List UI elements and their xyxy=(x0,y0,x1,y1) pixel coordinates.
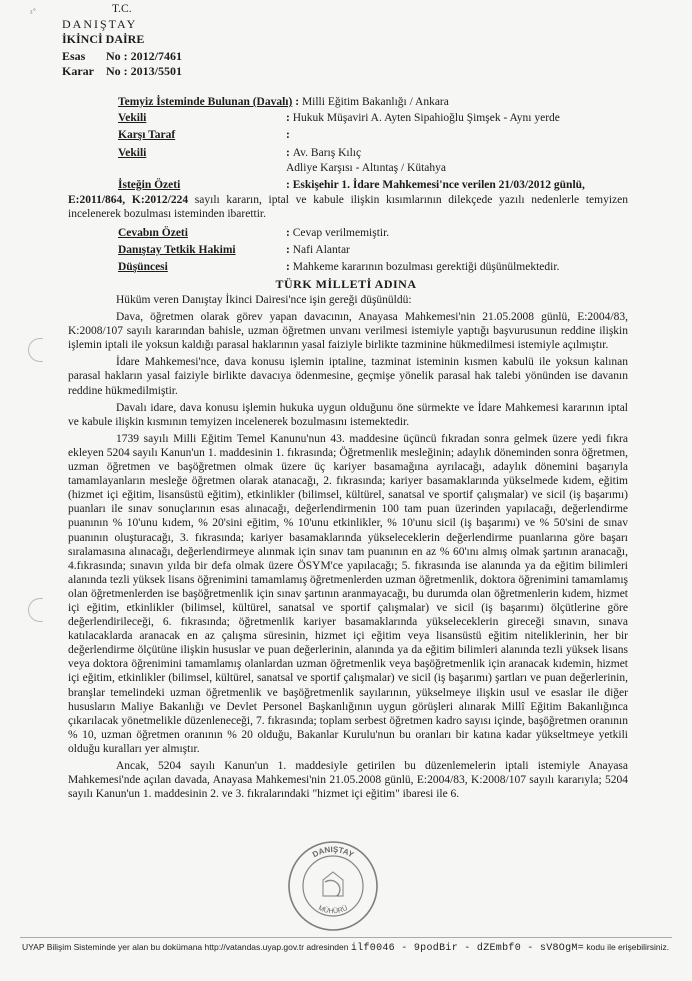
party-tetkik: Danıştay Tetkik Hakimi : Nafi Alantar xyxy=(118,244,350,256)
party-cevap: Cevabın Özeti : Cevap verilmemiştir. xyxy=(118,227,390,239)
temyiz-value: Milli Eğitim Bakanlığı / Ankara xyxy=(301,96,449,108)
karar-label: Karar xyxy=(62,64,94,78)
punch-hole xyxy=(28,598,43,622)
cevap-label: Cevabın Özeti xyxy=(118,227,188,239)
paragraph: 1739 sayılı Milli Eğitim Temel Kanunu'nun 43. maddesine üçüncü fıkradan sonra gelmek üzere yedi fıkra ekleyen 5204 sayılı Kanun'un 1. maddesinin 1. fıkrasında; Öğretmenlik mesleğinin; adaylık döneminden sonra öğretmen, uzman öğretmen ve başöğretmen olmak üzere üç kariyer basamağına ayrılacağı, adaylık dönemini başarıyla tamamlayanların mesleğe öğretmen olarak atanacağı, 2. fıkrasında; kariyer basamaklarında yükselmede kıdem, eğitim (hizmet içi eğitim, lisansüstü eğitim), etkinlikler (bilimsel, kültürel, sanatsal ve sportif çalışmalar) ve sicil (iş başarımı) puanları ile sınav sonuçlarının esas alınacağı, değerlendirmenin 100 tam puan üzerinden yapılacağı, değerlendirme puanının % 10'unu kıdem, % 20'sini eğitim, % 10'unu etkinlikler, % 10'unu sicil (iş başarımı) ve % 50'sini de sınav puanının oluşturacağı, 3. fıkrasında; kariyer basamaklarında yükseleceklerin değerlendirme puanlarına göre başarı sıralamasına alınacağı, değerlendirmeye alınmak için sınav tam puanının en az % 60'ını almış olmak şartının aranacağı, 4.fıkrasında; sınavın yılda bir defa olmak üzere ÖSYM'ce yapılacağı; 5. fıkrasında ise alanında ya da eğitim bilimleri alanında tezli yüksek lisans öğrenimini tamamlamış öğretmenlerden uzman öğretmenlik, doktora öğrenimini tamamlamış olan öğretmenlerden ise başöğretmenlik için sınav şartının aranmayacağı, bu durumda olan öğretmenlerin kıdem, hizmet içi eğitim, etkinlikler (bilimsel, kültürel, sanatsal ve sportif çalışmalar) ve sicil (iş başarımı) ölçütlerine göre değerlendirileceği, 6. fıkrasında; öğretmenlik kariyer basamaklarında yükseleceklerin gireceği sınavın, sınava katılacaklarda aranacak en az çalışma süresinin, hizmet içi eğitim veya lisansüstü eğitim niteliklerinin, her bir değerlendirme ölçütüne ilişkin hususlar ve puan değerlerinin, alanında ya da eğitim bilimleri alanında tezli yüksek lisans veya doktora öğrenimini tamamlamış olanlardan uzman öğretmenlik veya başöğretmenlik için aranacak kıdemin, hizmet içi eğitim, etkinlikler (bilimsel, kültürel, sanatsal ve sportif çalışmalar) ve sicil (iş başarımı) şartları ve puan değerlerinin, branşlar temelindeki uzman öğretmenlik ve başöğretmenlik sayılarının, yükselmeye ilişkin usul ve esaslar ile diğer hususların Maliye Bakanlığı ve Devlet Personel Başkanlığının uygun görüşleri alınarak Millî Eğitim Bakanlığınca çıkarılacak yönetmelikle düzenleneceği, 7. fıkrasında; toplam serbest öğretmen kadro sayısı içinde, başöğretmen oranının % 10, uzman öğretmen oranının % 20 olduğu, Bakanlar Kurulu'nun bu oranları bir katına kadar yükseltmeye yetkili olduğu kuralları yer almıştır. xyxy=(68,432,628,755)
footer-code: ilf0046 - 9podBir - dZEmbf0 - sV8OgM= xyxy=(350,943,585,954)
document-body xyxy=(68,293,628,801)
party-temyiz: Temyiz İsteminde Bulunan (Davalı) : Milli Eğitim Bakanlığı / Ankara xyxy=(118,96,449,108)
ozet-label: İsteğin Özeti xyxy=(118,179,181,191)
paragraph: Dava, öğretmen olarak görev yapan davacının, Anayasa Mahkemesi'nin 21.05.2008 günlü, E:2004/83, K:2008/107 sayılı kararından bahisle, uzman öğretmen unvanı verilmesi istemiyle yaptığı başvurusunun reddine ilişkin işlemin iptali ile yoksun kaldığı parasal haklarının yasal faiziyle birlikte tazminine hükmedilmesi istemiyle açılmıştır. xyxy=(68,311,628,352)
footer xyxy=(22,942,672,954)
header-tc: T.C. xyxy=(112,3,132,15)
tetkik-value: Nafi Alantar xyxy=(292,244,350,256)
temyiz-label: Temyiz İsteminde Bulunan (Davalı) xyxy=(118,96,293,108)
cevap-value: Cevap verilmemiştir. xyxy=(292,227,390,239)
paragraph: Davalı idare, dava konusu işlemin hukuka uygun olduğunu öne sürmekte ve İdare Mahkemesi kararının iptal ve kabule ilişkin kısmının temyizen incelenerek bozulmasını istemektedir. xyxy=(68,401,628,428)
header-esas xyxy=(62,49,182,63)
header-karar xyxy=(62,64,182,78)
party-vekili-2: Vekili : Av. Barış Kılıç xyxy=(118,147,362,159)
vekili2-label: Vekili xyxy=(118,147,147,159)
party-ozet: İsteğin Özeti : Eskişehir 1. İdare Mahkemesi'nce verilen 21/03/2012 günlü, xyxy=(118,179,585,191)
scan-mark: ᶻ˚ xyxy=(30,8,37,19)
karar-value: No : 2013/5501 xyxy=(106,64,182,78)
footer-suffix: kodu ile erişebilirsiniz. xyxy=(586,942,670,952)
party-dusunce: Düşüncesi : Mahkeme kararının bozulması gerektiği düşünülmektedir. xyxy=(118,261,560,273)
svg-text:DANIŞTAY xyxy=(311,845,356,860)
party-karsi-taraf: Karşı Taraf : xyxy=(118,129,290,141)
ozet-bold: E:2011/864, K:2012/224 xyxy=(68,194,189,206)
punch-hole xyxy=(28,338,43,362)
header-daire: İKİNCİ DAİRE xyxy=(62,32,145,46)
footer-divider xyxy=(20,937,672,938)
ozet-continuation xyxy=(68,193,628,221)
seal-bottom-text: MÜHÜRÜ xyxy=(317,904,349,916)
dusunce-value: Mahkeme kararının bozulması gerektiği düşünülmektedir. xyxy=(292,261,560,273)
footer-text: UYAP Bilişim Sisteminde yer alan bu dokümana http://vatandas.uyap.gov.tr adresinden xyxy=(22,942,349,952)
ozet-rest: sayılı kararın, iptal ve kabule ilişkin kısımlarının dilekçede yazılı nedenlerle temyizen incelenerek bozulması isteminden ibarettir. xyxy=(68,194,628,220)
paragraph: Ancak, 5204 sayılı Kanun'un 1. maddesiyle getirilen bu düzenlemelerin iptali istemiyle Anayasa Mahkemesi'nde açılan davada, Anayasa Mahkemesi'nin 21.05.2008 günlü, E:2004/83, K:2008/107 sayılı kararıyla; 5204 sayılı Kanun'un 1. maddesinin 2. ve 3. fıkralarındaki "hizmet içi eğitim" ibaresi ile 6. xyxy=(68,760,628,801)
vekili2-address: Adliye Karşısı - Altıntaş / Kütahya xyxy=(286,162,447,174)
esas-value: No : 2012/7461 xyxy=(106,49,182,63)
ozet-value: Eskişehir 1. İdare Mahkemesi'nce verilen 21/03/2012 günlü, xyxy=(292,179,585,191)
esas-label: Esas xyxy=(62,49,86,63)
seal-top-text: DANIŞTAY xyxy=(310,844,356,860)
karsi-label: Karşı Taraf xyxy=(118,129,176,141)
vekili2-value: Av. Barış Kılıç xyxy=(292,147,362,159)
party-vekili-1: Vekili : Hukuk Müşaviri A. Ayten Sipahioğlu Şimşek - Aynı yerde xyxy=(118,112,560,124)
tetkik-label: Danıştay Tetkik Hakimi xyxy=(118,244,236,256)
header-org: DANIŞTAY xyxy=(62,17,138,31)
official-seal xyxy=(285,838,381,934)
paragraph: Hüküm veren Danıştay İkinci Dairesi'nce işin gereği düşünüldü: xyxy=(116,294,412,306)
dusunce-label: Düşüncesi xyxy=(118,261,168,273)
vekili1-value: Hukuk Müşaviri A. Ayten Sipahioğlu Şimşek - Aynı yerde xyxy=(292,112,560,124)
paragraph: İdare Mahkemesi'nce, dava konusu işlemin iptaline, tazminat isteminin kısmen kabulü ile yoksun kalınan parasal hakların yasal faiziyle birlikte davacıya ödenmesine, geçmişe yönelik parasal hak talebi yönünden ise davanın reddine hükmedilmiştir. xyxy=(68,356,628,397)
vekili1-label: Vekili xyxy=(118,112,147,124)
document-title: TÜRK MİLLETİ ADINA xyxy=(275,277,417,291)
